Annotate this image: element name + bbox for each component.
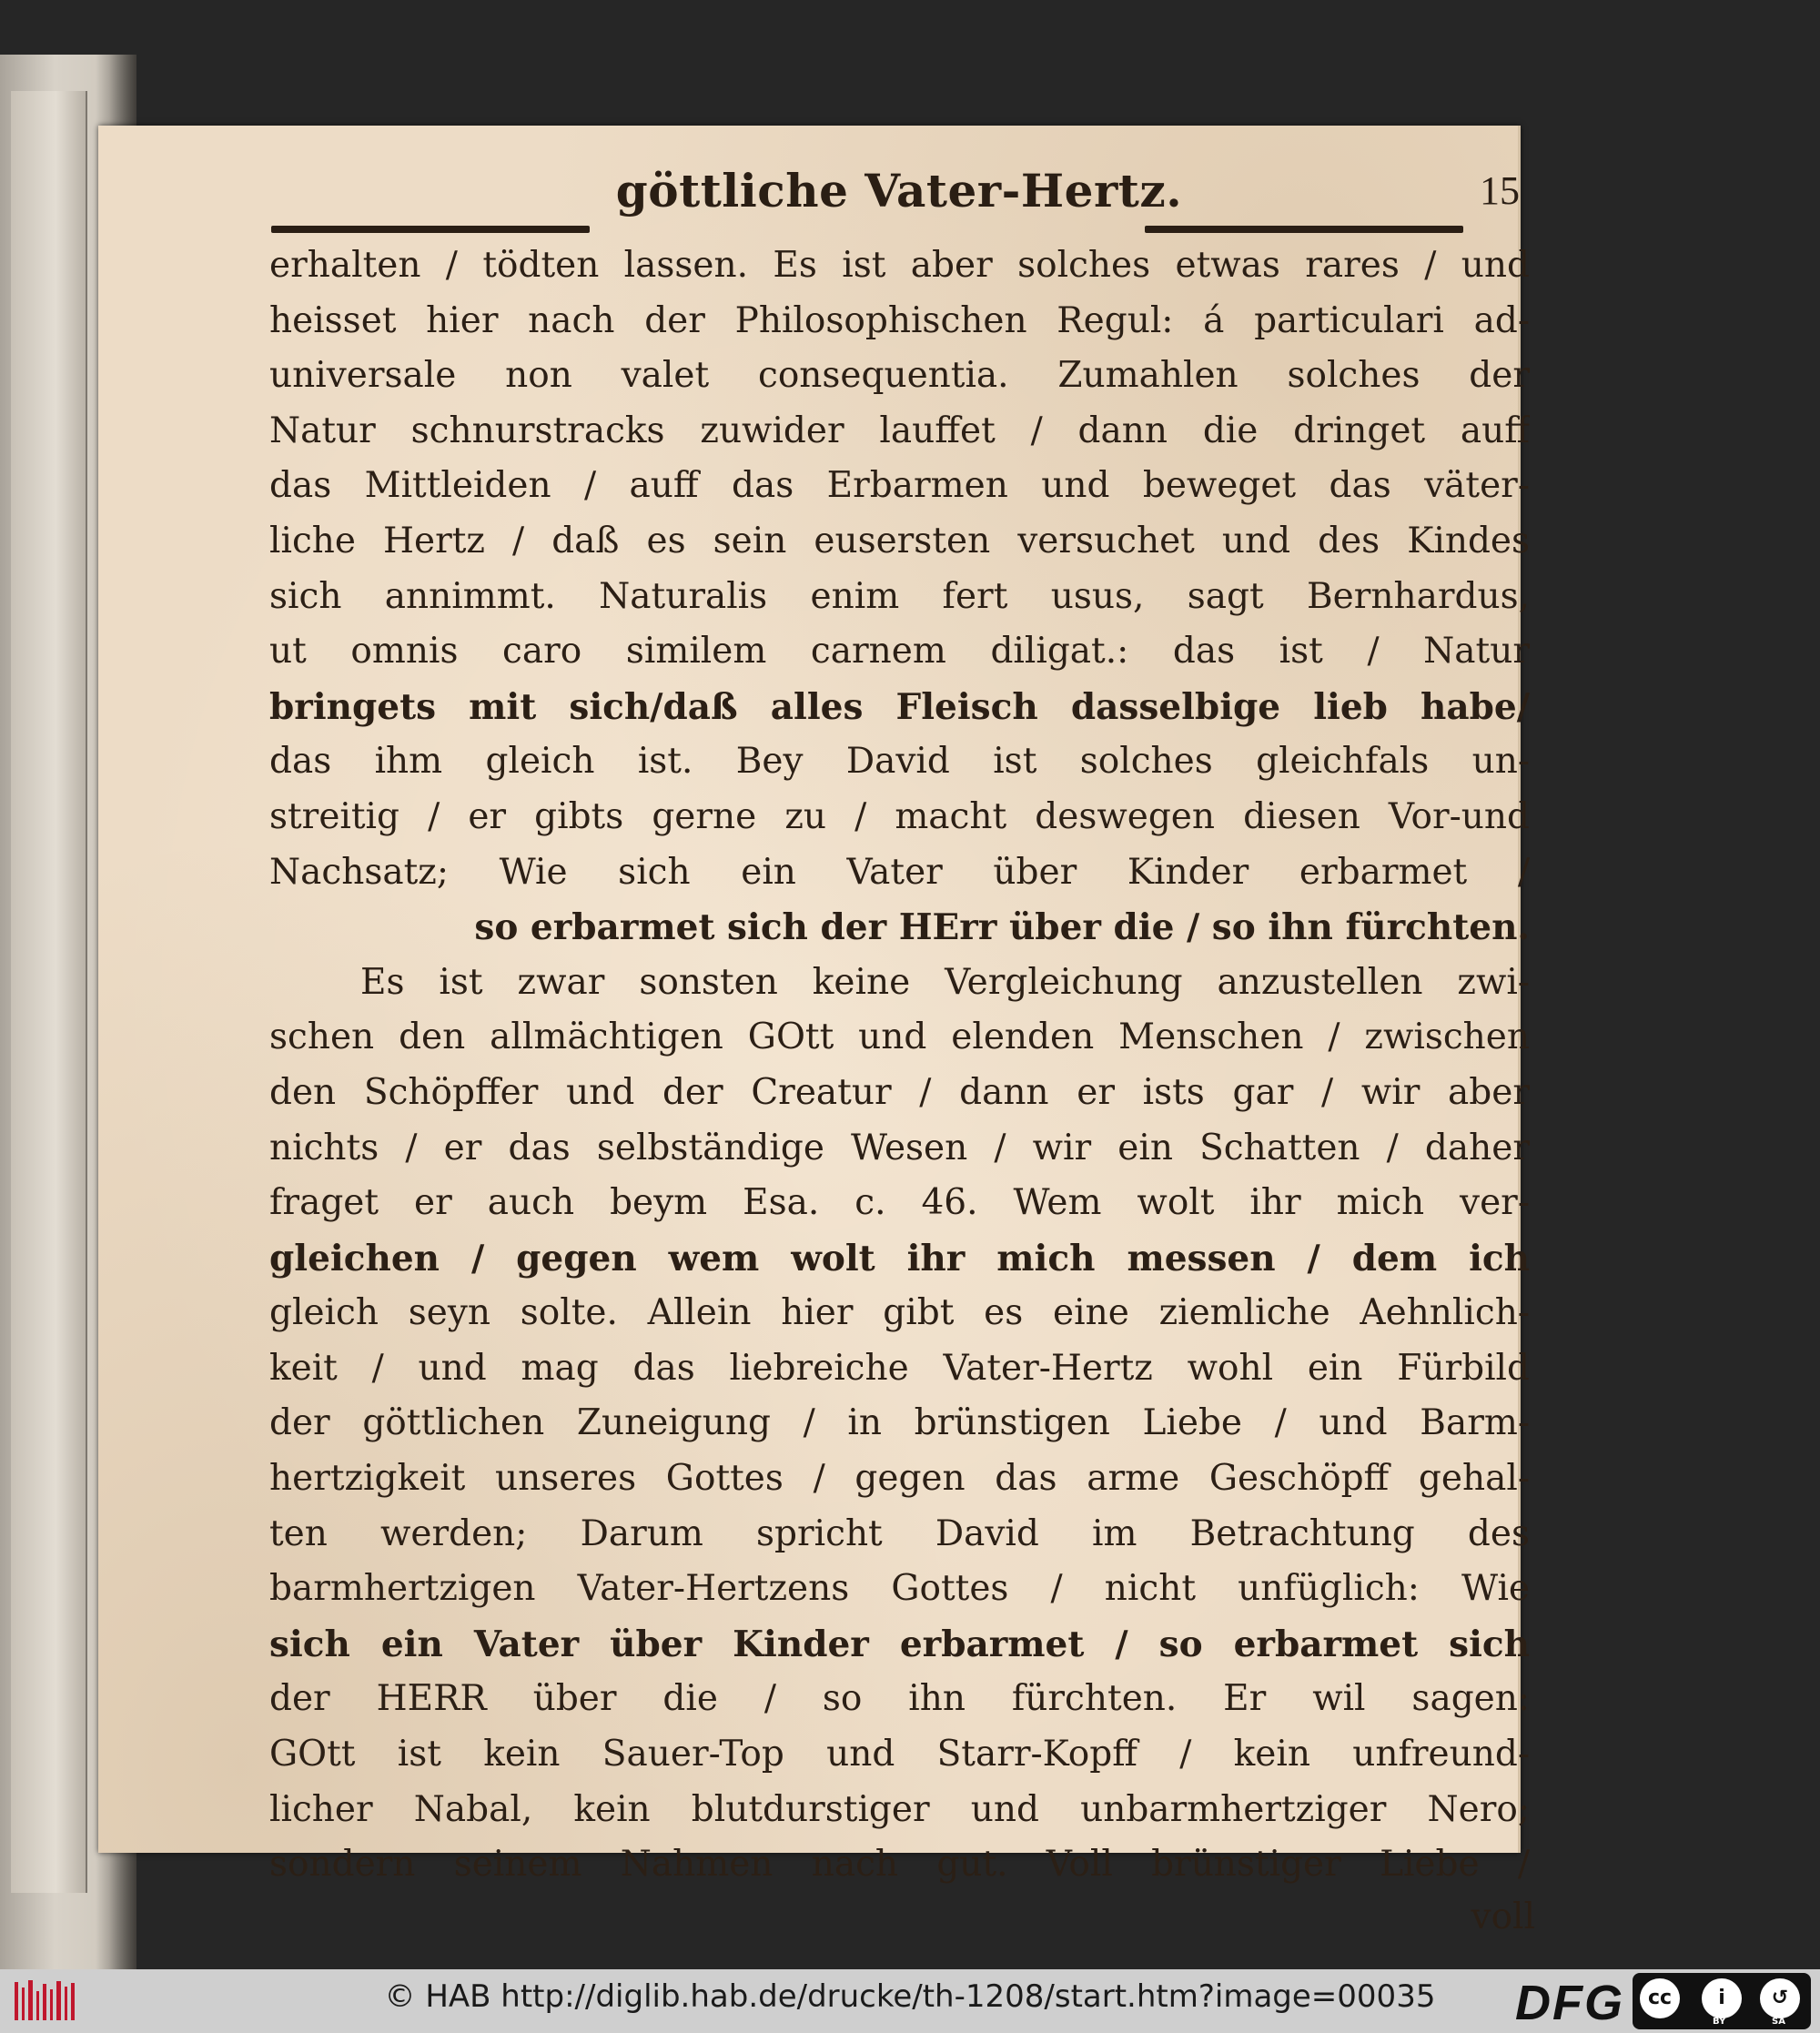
- text-line: Nachsatz; Wie sich ein Vater über Kinder erbarmet /: [269, 851, 1530, 893]
- head-rule-left: [271, 226, 590, 233]
- text-line: universale non valet consequentia. Zumahlen solches der: [269, 355, 1530, 397]
- body-text: [269, 238, 1535, 1937]
- head-rule-right: [1145, 226, 1463, 233]
- share-alike-icon: ↺: [1760, 1978, 1800, 2018]
- page-number: 15: [1480, 168, 1520, 213]
- creative-commons-icon: [1633, 1973, 1811, 2029]
- text-line: der HERR über die / so ihn fürchten. Er wil sagen:: [269, 1678, 1530, 1720]
- license-sa: SA: [1772, 2017, 1785, 2027]
- text-line: gleich seyn solte. Allein hier gibt es eine ziemliche Aehnlich-: [269, 1292, 1530, 1334]
- text-line: fraget er auch beym Esa. c. 46. Wem wolt ihr mich ver-: [269, 1182, 1530, 1224]
- text-line: licher Nabal, kein blutdurstiger und unbarmhertziger Nero;: [269, 1788, 1530, 1830]
- text-line: nichts / er das selbständige Wesen / wir ein Schatten / daher: [269, 1127, 1530, 1168]
- text-line: GOtt ist kein Sauer-Top und Starr-Kopff / kein unfreund-: [269, 1734, 1530, 1775]
- copyright-url: © HAB http://diglib.hab.de/drucke/th-1208/start.htm?image=00035: [384, 1978, 1436, 2015]
- text-line: erhalten / tödten lassen. Es ist aber solches etwas rares / und: [269, 245, 1530, 286]
- text-line: ut omnis caro similem carnem diligat.: das ist / Natur: [269, 631, 1530, 673]
- attribution-icon: i: [1702, 1978, 1742, 2018]
- text-line: liche Hertz / daß es sein eusersten versuchet und des Kindes: [269, 520, 1530, 561]
- text-line: schen den allmächtigen GOtt und elenden Menschen / zwischen: [269, 1016, 1530, 1058]
- text-line: ten werden; Darum spricht David im Betrachtung des: [269, 1512, 1530, 1554]
- text-line: so erbarmet sich der HErr über die / so ihn fürchten.: [474, 906, 1530, 949]
- text-line: barmhertzigen Vater-Hertzens Gottes / nicht unfüglich: Wie: [269, 1568, 1530, 1610]
- text-line: streitig / er gibts gerne zu / macht deswegen diesen Vor-und: [269, 795, 1530, 837]
- text-line: den Schöpffer und der Creatur / dann er ists gar / wir aber: [269, 1071, 1530, 1113]
- text-line: Es ist zwar sonsten keine Vergleichung anzustellen zwi-: [360, 961, 1530, 1003]
- text-line: gleichen / gegen wem wolt ihr mich messen / dem ich: [269, 1237, 1530, 1279]
- viewer-footer: [0, 1969, 1820, 2033]
- text-line: der göttlichen Zuneigung / in brünstigen Liebe / und Barm-: [269, 1402, 1530, 1444]
- text-line: Natur schnurstracks zuwider lauffet / dann die dringet auff: [269, 410, 1530, 451]
- dfg-logo: DFG: [1515, 1976, 1624, 2030]
- text-line: sich ein Vater über Kinder erbarmet / so erbarmet sich: [269, 1623, 1530, 1665]
- text-line: hertzigkeit unseres Gottes / gegen das arme Geschöpff gehal-: [269, 1458, 1530, 1500]
- text-lines: [269, 238, 1530, 1893]
- running-head: [271, 162, 1527, 244]
- text-line: sondern seinem Nahmen nach gut. Voll brünstiger Liebe /: [269, 1844, 1530, 1886]
- text-line: bringets mit sich/daß alles Fleisch dasselbige lieb habe/: [269, 685, 1530, 728]
- text-line: das Mittleiden / auff das Erbarmen und beweget das väter-: [269, 465, 1530, 507]
- license-by: BY: [1713, 2017, 1726, 2027]
- cc-icon: cc: [1640, 1978, 1680, 2018]
- text-line: sich annimmt. Naturalis enim fert usus, sagt Bernhardus,: [269, 575, 1530, 617]
- text-line: das ihm gleich ist. Bey David ist solches gleichfals un-: [269, 741, 1530, 783]
- text-line: heisset hier nach der Philosophischen Regul: á particulari ad-: [269, 299, 1530, 341]
- text-line: keit / und mag das liebreiche Vater-Hertz wohl ein Fürbild: [269, 1347, 1530, 1389]
- running-title: göttliche Vater-Hertz.: [615, 164, 1183, 217]
- book-page: [98, 126, 1535, 1937]
- catchword: voll: [1471, 1896, 1535, 1937]
